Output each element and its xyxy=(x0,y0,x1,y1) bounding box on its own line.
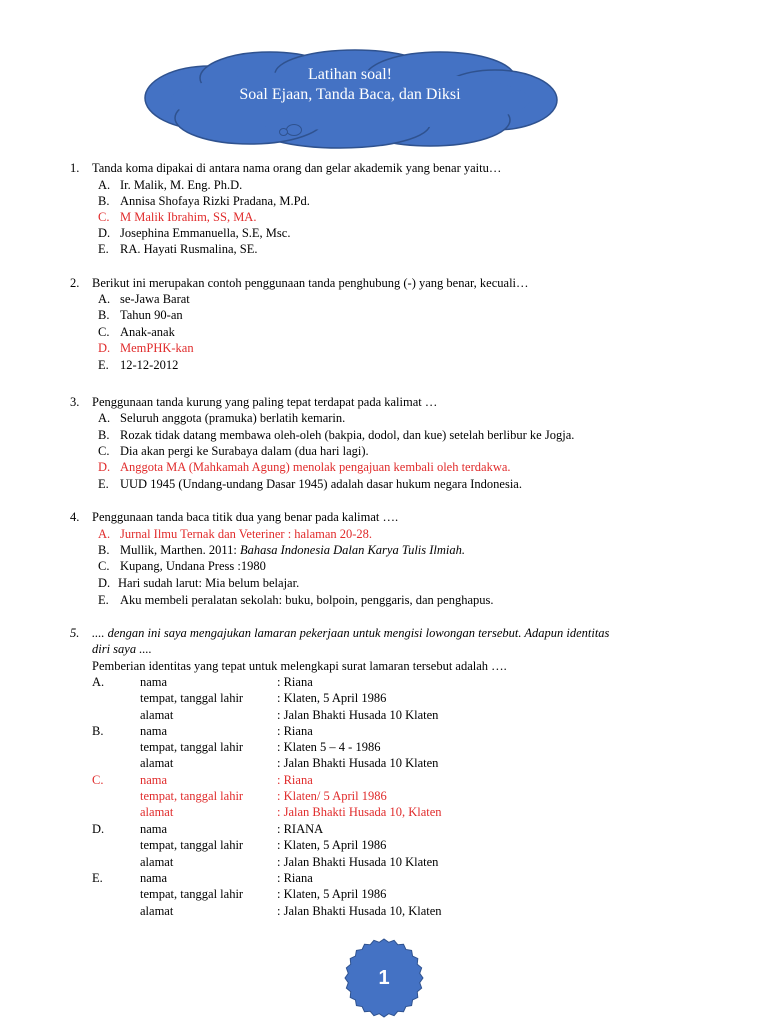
field-value: : Klaten, 5 April 1986 xyxy=(277,887,387,901)
page-number-badge xyxy=(344,938,424,1018)
field-value: : Jalan Bhakti Husada 10 Klaten xyxy=(277,708,439,722)
field-value: : Jalan Bhakti Husada 10 Klaten xyxy=(277,756,439,770)
field-label: tempat, tanggal lahir xyxy=(140,740,244,754)
option-letter: D. xyxy=(92,822,105,836)
option-letter: A. xyxy=(98,178,111,192)
field-label: tempat, tanggal lahir xyxy=(140,691,244,705)
question-number: 5. xyxy=(70,626,80,640)
option-letter: A. xyxy=(98,411,111,425)
field-label: alamat xyxy=(140,708,174,722)
field-value: : Klaten, 5 April 1986 xyxy=(277,838,387,852)
field-value: : Riana xyxy=(277,724,313,738)
option-text: UUD 1945 (Undang-undang Dasar 1945) adalah dasar hukum negara Indonesia. xyxy=(120,477,522,491)
question-number: 1. xyxy=(70,161,80,175)
option-text: Anak-anak xyxy=(120,325,175,339)
field-label: alamat xyxy=(140,805,174,819)
option-text: Rozak tidak datang membawa oleh-oleh (bakpia, dodol, dan kue) setelah berlibur ke Jogja. xyxy=(120,428,575,442)
option-letter: E. xyxy=(98,477,109,491)
option-letter: E. xyxy=(98,242,109,256)
option-letter: B. xyxy=(98,194,110,208)
option-text: Josephina Emmanuella, S.E, Msc. xyxy=(120,226,291,240)
option-text xyxy=(120,542,465,558)
field-label: alamat xyxy=(140,855,174,869)
option-text-answer: M Malik Ibrahim, SS, MA. xyxy=(120,210,257,224)
question-text: Penggunaan tanda kurung yang paling tepat terdapat pada kalimat … xyxy=(92,395,438,409)
option-letter: E. xyxy=(92,871,103,885)
page-number: 1 xyxy=(378,967,390,989)
option-letter: E. xyxy=(98,593,109,607)
field-value: : Klaten/ 5 April 1986 xyxy=(277,789,387,803)
question-text: Pemberian identitas yang tepat untuk melengkapi surat lamaran tersebut adalah …. xyxy=(92,659,507,673)
option-letter: C. xyxy=(98,325,110,339)
question-number: 4. xyxy=(70,510,80,524)
option-text-answer: MemPHK-kan xyxy=(120,341,194,355)
option-letter: C. xyxy=(98,444,110,458)
option-letter: B. xyxy=(98,308,110,322)
question-number: 2. xyxy=(70,276,80,290)
field-label: nama xyxy=(140,871,168,885)
option-text-answer: Anggota MA (Mahkamah Agung) menolak pengajuan kembali oleh terdakwa. xyxy=(120,460,511,474)
option-text-answer: Jurnal Ilmu Ternak dan Veteriner : halaman 20-28. xyxy=(120,527,373,541)
field-label: nama xyxy=(140,773,168,787)
option-letter: D. xyxy=(98,341,111,355)
field-value: : Riana xyxy=(277,675,313,689)
field-value: : Riana xyxy=(277,773,313,787)
field-label: alamat xyxy=(140,756,174,770)
option-letter: D. xyxy=(98,226,111,240)
option-letter: C. xyxy=(92,773,104,787)
field-value: : Jalan Bhakti Husada 10, Klaten xyxy=(277,805,442,819)
option-letter: B. xyxy=(98,428,110,442)
option-letter: A. xyxy=(98,527,111,541)
option-letter: A. xyxy=(98,292,111,306)
field-label: tempat, tanggal lahir xyxy=(140,838,244,852)
option-letter: E. xyxy=(98,358,109,372)
option-text: Tahun 90-an xyxy=(120,308,183,322)
question-text: Penggunaan tanda baca titik dua yang benar pada kalimat …. xyxy=(92,510,399,524)
field-label: alamat xyxy=(140,904,174,918)
option-text: Seluruh anggota (pramuka) berlatih kemarin. xyxy=(120,411,346,425)
title-line-1: Latihan soal! xyxy=(308,66,392,83)
field-value: : RIANA xyxy=(277,822,324,836)
option-text: se-Jawa Barat xyxy=(120,292,190,306)
option-text: Hari sudah larut: Mia belum belajar. xyxy=(118,576,300,590)
option-text: Ir. Malik, M. Eng. Ph.D. xyxy=(120,178,243,192)
field-value: : Klaten 5 – 4 - 1986 xyxy=(277,740,381,754)
question-text: Berikut ini merupakan contoh penggunaan tanda penghubung (-) yang benar, kecuali… xyxy=(92,276,529,290)
field-value: : Riana xyxy=(277,871,313,885)
option-text-italic: Bahasa Indonesia Dalan Karya Tulis Ilmiah. xyxy=(240,543,466,557)
field-value: : Jalan Bhakti Husada 10, Klaten xyxy=(277,904,442,918)
question-intro: .... dengan ini saya mengajukan lamaran pekerjaan untuk mengisi lowongan tersebut. Adapun identitas xyxy=(92,626,610,640)
field-value: : Klaten, 5 April 1986 xyxy=(277,691,387,705)
option-letter: B. xyxy=(98,543,110,557)
title-line-2: Soal Ejaan, Tanda Baca, dan Diksi xyxy=(239,86,461,103)
cloud-bubble-small xyxy=(279,128,288,136)
option-text: Aku membeli peralatan sekolah: buku, bolpoin, penggaris, dan penghapus. xyxy=(120,593,494,607)
option-letter: C. xyxy=(98,210,110,224)
question-intro: diri saya .... xyxy=(92,642,152,656)
option-letter: B. xyxy=(92,724,104,738)
option-text-plain: Mullik, Marthen. 2011: xyxy=(120,543,241,557)
option-text: 12-12-2012 xyxy=(120,358,179,372)
option-text: Annisa Shofaya Rizki Pradana, M.Pd. xyxy=(120,194,310,208)
option-letter: D. xyxy=(98,460,111,474)
option-text: RA. Hayati Rusmalina, SE. xyxy=(120,242,258,256)
cloud-bubble-large xyxy=(286,124,302,136)
field-label: tempat, tanggal lahir xyxy=(140,789,244,803)
option-letter: A. xyxy=(92,675,105,689)
field-label: nama xyxy=(140,822,168,836)
question-number: 3. xyxy=(70,395,80,409)
option-text: Dia akan pergi ke Surabaya dalam (dua hari lagi). xyxy=(120,444,369,458)
title-cloud xyxy=(140,50,560,150)
field-label: nama xyxy=(140,724,168,738)
option-text: Kupang, Undana Press :1980 xyxy=(120,559,266,573)
question-text: Tanda koma dipakai di antara nama orang dan gelar akademik yang benar yaitu… xyxy=(92,161,502,175)
option-letter: D. xyxy=(98,576,111,590)
field-label: nama xyxy=(140,675,168,689)
field-value: : Jalan Bhakti Husada 10 Klaten xyxy=(277,855,439,869)
field-label: tempat, tanggal lahir xyxy=(140,887,244,901)
option-letter: C. xyxy=(98,559,110,573)
